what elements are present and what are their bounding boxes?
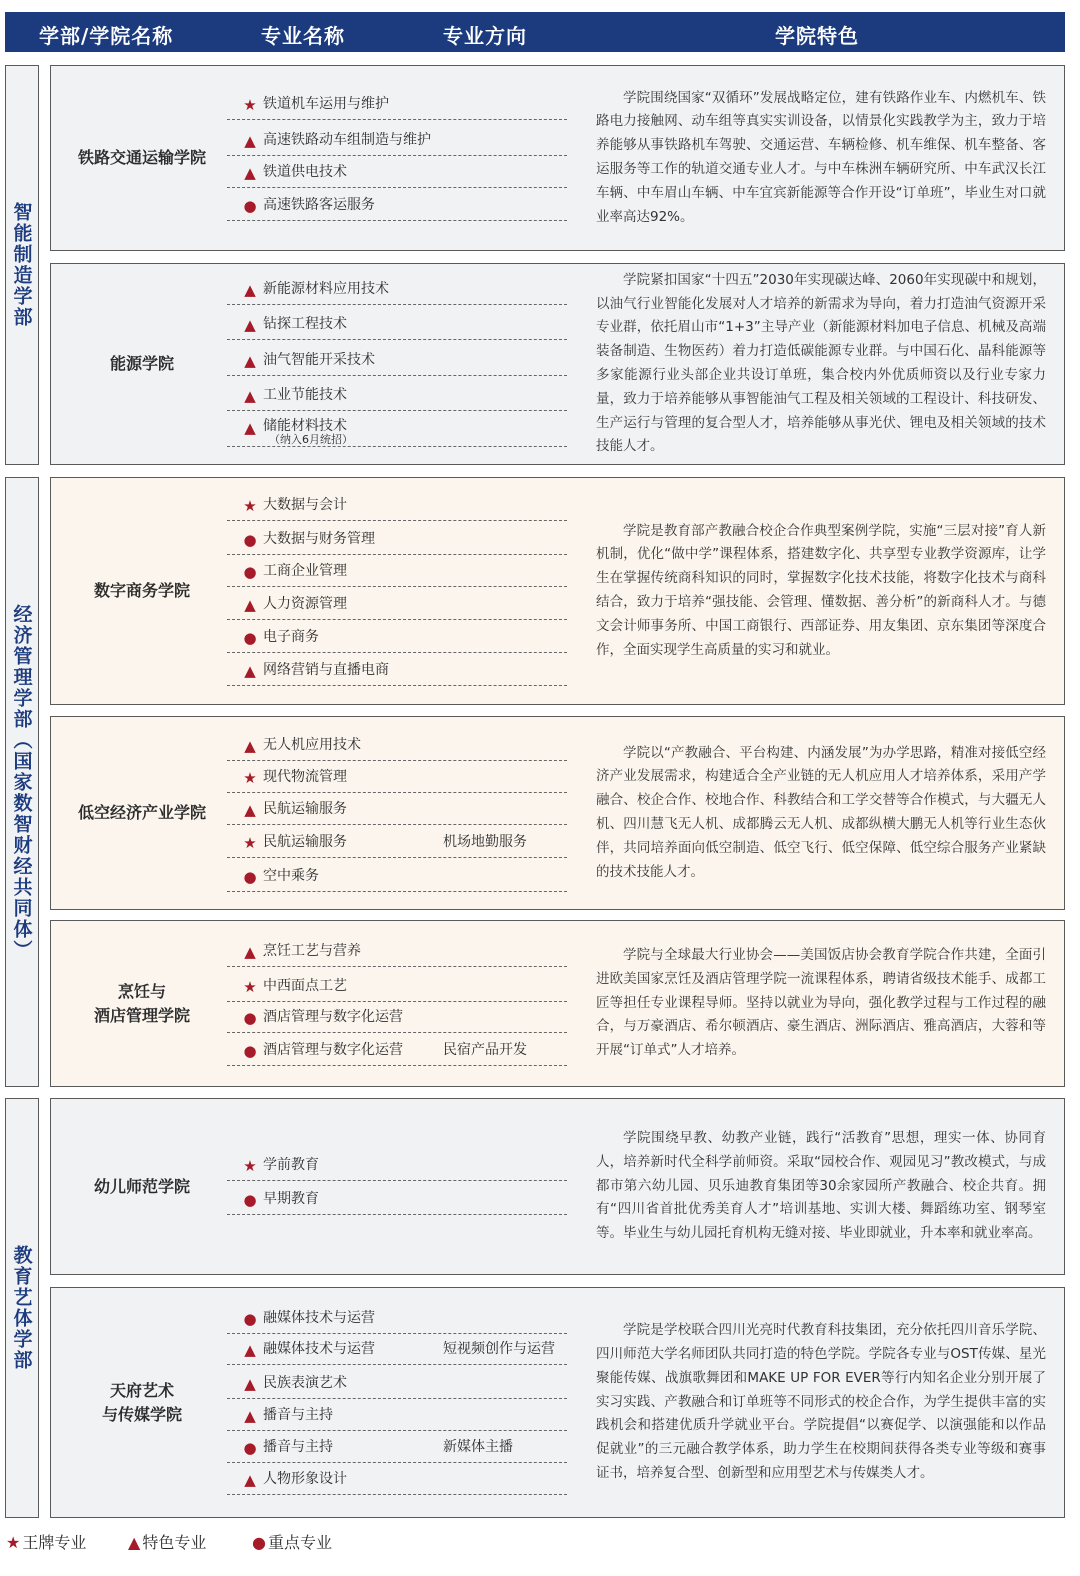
feature-text: 学院是学校联合四川光亮时代教育科技集团，充分依托四川音乐学院、四川师范大学名师团队共同打造的特色学院。学院各专业与OST传媒、星光聚能传媒、战旗歌舞团和MAKE UP FOR EVER等行内知名企业分别开展了实习实践、产教融合和订单班等不同形式的校企合作，为学生提供丰富的实践机会和搭建优质升学就业平台。学院提倡“以赛促学、以演强能和以作品促就业”的三元融合教学体系，助力学生在校期间获得各类专业等级和赛事证书，培养复合型、创新型和应用型艺术与传媒类人才。 <box>596 1322 1046 1481</box>
college-block <box>50 477 1065 705</box>
major-list <box>227 1099 567 1274</box>
major-direction: 新媒体主播 <box>443 1439 513 1455</box>
major-direction: 机场地勤服务 <box>443 834 527 850</box>
college-name: 幼儿师范学院 <box>93 1176 190 1196</box>
triangle-icon: ▲ <box>244 316 256 334</box>
header-feature: 学院特色 <box>775 24 859 48</box>
feature-text: 学院与全球最大行业协会——美国饭店协会教育学院合作共建，全面引进欧美国家烹饪及酒店管理学院一流课程体系，聘请省级技术能手、成都工匠等担任专业课程导师。坚持以就业为导向，强化教学过程与工作过程的融合，与万豪酒店、希尔顿酒店、豪生酒店、洲际酒店、雅高酒店，大蓉和等开展“订单式”人才培养。 <box>596 947 1046 1059</box>
major-name: 高速铁路动车组制造与维护 <box>263 132 431 148</box>
triangle-icon: ▲ <box>244 662 256 680</box>
triangle-icon: ▲ <box>244 1341 256 1359</box>
triangle-icon: ▲ <box>244 164 256 182</box>
feature-text: 学院是教育部产教融合校企合作典型案例学院，实施“三层对接”育人新机制，优化“做中学”课程体系，搭建数字化、共享型专业教学资源库，让学生在掌握传统商科知识的同时，掌握数字化技术技能，将数字化技术与商科结合，致力于培养“强技能、会管理、懂数据、善分析”的新商科人才。与德文会计师事务所、中国工商银行、西部证券、用友集团、京东集团等深度合作，全面实现学生高质量的实习和就业。 <box>596 522 1046 658</box>
major-row <box>227 1147 567 1181</box>
major-list <box>227 717 567 909</box>
dept-education-arts <box>5 1098 39 1518</box>
major-row <box>227 968 567 1002</box>
major-name: 民航运输服务 <box>263 834 347 850</box>
major-name: 酒店管理与数字化运营 <box>263 1042 403 1058</box>
college-feature <box>596 717 1046 909</box>
major-row <box>227 306 567 340</box>
major-name: 铁道机车运用与维护 <box>263 96 389 112</box>
star-icon: ★ <box>6 1533 21 1552</box>
major-list <box>227 1288 567 1517</box>
dot-icon: ● <box>243 629 257 647</box>
college-feature <box>596 264 1046 464</box>
major-name: 大数据与会计 <box>263 497 347 513</box>
triangle-icon: ▲ <box>244 281 256 299</box>
legend-label: 特色专业 <box>142 1533 207 1552</box>
major-name: 人力资源管理 <box>263 596 347 612</box>
major-name: 现代物流管理 <box>263 769 347 785</box>
college-block <box>50 920 1065 1087</box>
college-feature <box>596 1099 1046 1274</box>
dept-label: 经济管理学部（国家数智财经共同体） <box>10 603 33 961</box>
major-row <box>227 1032 567 1066</box>
college-name: 低空经济产业学院 <box>77 803 206 822</box>
dot-icon: ● <box>243 1191 257 1209</box>
triangle-icon: ▲ <box>244 132 256 150</box>
dept-economics-management <box>5 477 39 1087</box>
major-name: 学前教育 <box>263 1157 319 1173</box>
dot-icon: ● <box>243 1042 257 1060</box>
college-name: 天府艺术 与传媒学院 <box>101 1380 182 1424</box>
triangle-icon: ▲ <box>244 387 256 405</box>
major-name: 油气智能开采技术 <box>263 352 375 368</box>
major-direction: 民宿产品开发 <box>443 1042 527 1058</box>
legend-item-star <box>6 1530 86 1553</box>
college-block <box>50 65 1065 251</box>
major-name: 工商企业管理 <box>263 563 347 579</box>
college-name: 能源学院 <box>109 354 174 373</box>
major-name: 播音与主持 <box>263 1439 333 1455</box>
major-row <box>227 1181 567 1215</box>
triangle-icon: ▲ <box>244 737 256 755</box>
college-name: 烹饪与 酒店管理学院 <box>93 981 190 1025</box>
major-row <box>227 1429 567 1463</box>
dot-icon: ● <box>243 868 257 886</box>
major-name: 储能材料技术 <box>263 418 347 434</box>
feature-text: 学院紧扣国家“十四五”2030年实现碳达峰、2060年实现碳中和规划，以油气行业智能化发展对人才培养的新需求为导向，着力打造油气资源开采专业群，依托眉山市“1+3”主导产业（新能源材料加电子信息、机械及高端装备制造、生物医药）着力打造低碳能源专业群。与中国石化、晶科能源等多家能源行业头部企业共设订单班，集合校内外优质师资以及行业专家力量，致力于培养能够从事智能油气工程及相关领域的工程设计、科技研发、生产运行与管理的复合型人才，培养能够从事光伏、锂电及相关领域的技术技能人才。 <box>596 271 1046 455</box>
major-row <box>227 342 567 376</box>
major-name: 高速铁路客运服务 <box>263 197 375 213</box>
star-icon: ★ <box>243 96 257 114</box>
college-block <box>50 263 1065 465</box>
major-name: 民族表演艺术 <box>263 1375 347 1391</box>
major-name: 民航运输服务 <box>263 801 347 817</box>
major-row <box>227 187 567 221</box>
star-icon: ★ <box>243 769 257 787</box>
triangle-icon: ▲ <box>244 352 256 370</box>
major-row <box>227 487 567 521</box>
dot-icon: ● <box>252 1533 266 1552</box>
major-row <box>227 652 567 686</box>
dot-icon: ● <box>243 531 257 549</box>
college-feature <box>596 921 1046 1086</box>
dot-icon: ● <box>243 197 257 215</box>
major-row <box>227 999 567 1033</box>
major-list <box>227 921 567 1086</box>
triangle-icon: ▲ <box>244 801 256 819</box>
major-row <box>227 1397 567 1431</box>
major-row <box>227 1300 567 1334</box>
dept-label: 教育艺体学部 <box>10 1245 33 1371</box>
college-feature <box>596 478 1046 704</box>
major-name: 铁道供电技术 <box>263 164 347 180</box>
triangle-icon: ▲ <box>244 419 256 437</box>
major-row <box>227 791 567 825</box>
major-row <box>227 619 567 653</box>
table-header <box>5 12 1065 52</box>
major-name: 烹饪工艺与营养 <box>263 943 361 959</box>
triangle-icon: ▲ <box>128 1533 141 1552</box>
major-row <box>227 1461 567 1495</box>
major-name: 电子商务 <box>263 629 319 645</box>
major-name: 网络营销与直播电商 <box>263 662 389 678</box>
triangle-icon: ▲ <box>244 1407 256 1425</box>
major-name: 无人机应用技术 <box>263 737 361 753</box>
major-note: （纳入6月统招） <box>269 433 353 446</box>
major-row <box>227 521 567 555</box>
major-name: 中西面点工艺 <box>263 978 347 994</box>
dot-icon: ● <box>243 563 257 581</box>
legend-item-dot <box>252 1530 332 1553</box>
major-row <box>227 553 567 587</box>
major-row <box>227 933 567 967</box>
header-college: 学部/学院名称 <box>39 24 174 48</box>
header-major: 专业名称 <box>261 24 345 48</box>
major-name: 人物形象设计 <box>263 1471 347 1487</box>
major-name: 钻探工程技术 <box>263 316 347 332</box>
star-icon: ★ <box>243 834 257 852</box>
major-row <box>227 271 567 305</box>
college-block <box>50 1287 1065 1518</box>
major-row <box>227 86 567 120</box>
major-row <box>227 377 567 411</box>
triangle-icon: ▲ <box>244 596 256 614</box>
dot-icon: ● <box>243 1310 257 1328</box>
major-row <box>227 858 567 892</box>
college-name: 数字商务学院 <box>93 581 190 600</box>
major-name: 播音与主持 <box>263 1407 333 1423</box>
legend-label: 王牌专业 <box>22 1533 87 1552</box>
major-row <box>227 1331 567 1365</box>
star-icon: ★ <box>243 497 257 515</box>
college-block <box>50 716 1065 910</box>
major-row <box>227 122 567 156</box>
major-name: 空中乘务 <box>263 868 319 884</box>
triangle-icon: ▲ <box>244 943 256 961</box>
major-name: 融媒体技术与运营 <box>263 1341 375 1357</box>
major-row <box>227 727 567 761</box>
major-row <box>227 759 567 793</box>
major-name: 早期教育 <box>263 1191 319 1207</box>
major-row <box>227 413 567 447</box>
dept-intelligent-manufacturing <box>5 65 39 465</box>
major-direction: 短视频创作与运营 <box>443 1341 555 1357</box>
major-name: 工业节能技术 <box>263 387 347 403</box>
major-list <box>227 478 567 704</box>
major-list <box>227 264 567 464</box>
major-row <box>227 824 567 858</box>
major-name: 酒店管理与数字化运营 <box>263 1009 403 1025</box>
major-row <box>227 586 567 620</box>
triangle-icon: ▲ <box>244 1375 256 1393</box>
major-name: 大数据与财务管理 <box>263 531 375 547</box>
college-name: 铁路交通运输学院 <box>77 148 206 167</box>
major-name: 新能源材料应用技术 <box>263 281 389 297</box>
legend-item-triangle <box>128 1530 206 1553</box>
legend-label: 重点专业 <box>267 1533 332 1552</box>
triangle-icon: ▲ <box>244 1471 256 1489</box>
major-list <box>227 66 567 250</box>
feature-text: 学院围绕国家“双循环”发展战略定位，建有铁路作业车、内燃机车、铁路电力接触网、动车组等真实实训设备，以情景化实践教学为主，致力于培养能够从事铁路机车驾驶、交通运营、车辆检修、机车维保、机车整备、客运服务等工作的轨道交通专业人才。与中车株洲车辆研究所、中车武汉长江车辆、中车眉山车辆、中车宜宾新能源等合作开设“订单班”，毕业生对口就业率高达92%。 <box>596 89 1046 225</box>
feature-text: 学院围绕早教、幼教产业链，践行“活教育”思想，理实一体、协同育人，培养新时代全科学前师资。采取“园校合作、观园见习”教改模式，与成都市第六幼儿园、贝乐迪教育集团等30余家园所产教融合、校企共育。拥有“四川省首批优秀美育人才”培训基地、实训大楼、舞蹈练功室、钢琴室等。毕业生与幼儿园托育机构无缝对接、毕业即就业，升本率和就业率高。 <box>596 1130 1046 1242</box>
feature-text: 学院以“产教融合、平台构建、内涵发展”为办学思路，精准对接低空经济产业发展需求，构建适合全产业链的无人机应用人才培养体系，采用产学融合、校企合作、校地合作、科教结合和工学交替等合作模式，与大疆无人机、四川慧飞无人机、成都腾云无人机、成都纵横大鹏无人机等行业生态伙伴，共同培养面向低空制造、低空飞行、低空保障、低空综合服务产业紧缺的技术技能人才。 <box>596 744 1046 880</box>
dot-icon: ● <box>243 1439 257 1457</box>
header-direction: 专业方向 <box>443 24 527 48</box>
college-feature <box>596 66 1046 250</box>
major-name: 融媒体技术与运营 <box>263 1310 375 1326</box>
major-row <box>227 154 567 188</box>
college-block <box>50 1098 1065 1275</box>
major-row <box>227 1365 567 1399</box>
star-icon: ★ <box>243 978 257 996</box>
dept-label: 智能制造学部 <box>10 202 33 328</box>
star-icon: ★ <box>243 1157 257 1175</box>
dot-icon: ● <box>243 1009 257 1027</box>
college-feature <box>596 1288 1046 1517</box>
